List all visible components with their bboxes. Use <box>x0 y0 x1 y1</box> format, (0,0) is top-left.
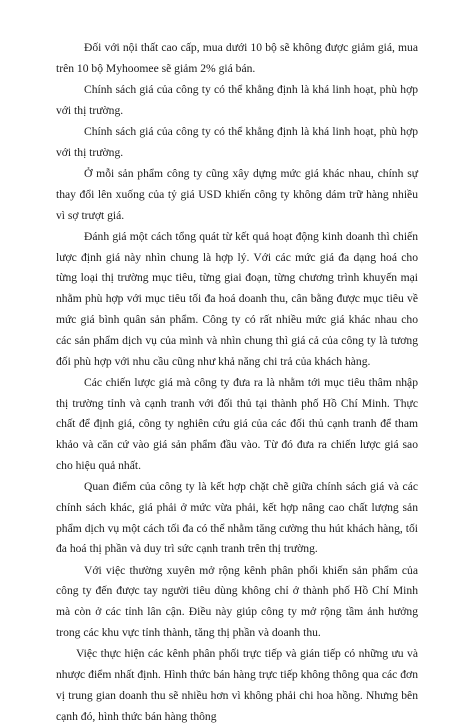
paragraph-furniture-discount: Đối với nội thất cao cấp, mua dưới 10 bộ sẽ không được giảm giá, mua trên 10 bộ Myhoomee sẽ giảm 2% giá bán. <box>56 41 418 75</box>
paragraph-distribution-expansion: Với việc thường xuyên mở rộng kênh phân phối khiến sản phẩm của công ty đến được tay người tiêu dùng không chỉ ở thành phố Hồ Chí Minh mà còn ở các tỉnh lân cận. Điều này giúp công ty mở rộng tầm ảnh hưởng trong các khu vực tỉnh thành, tăng thị phần và doanh thu. <box>56 563 418 640</box>
paragraph-pricing-policy: Chính sách giá của công ty có thể khẳng định là khá linh hoạt, phù hợp với thị trường. <box>56 82 418 117</box>
paragraph-usd-exchange-rate: Ở mỗi sản phẩm công ty cũng xây dựng mức giá khác nhau, chính sự thay đổi lên xuống của tỷ giá USD khiến công ty không dám trữ hàng nhiều vì sợ trượt giá. <box>56 166 418 222</box>
paragraph-distribution-channels: Việc thực hiện các kênh phân phối trực tiếp và gián tiếp có những ưu và nhược điểm nhất định. Hình thức bán hàng trực tiếp không thông qua các đơn vị trung gian doanh thu sẽ nhiều hơn vì không phải chi hoa hồng. Nhưng bên cạnh đó, hình thức bán hàng thông <box>56 647 418 723</box>
paragraph-pricing-strategy: Các chiến lược giá mà công ty đưa ra là nhằm tới mục tiêu thâm nhập thị trường tỉnh và cạnh tranh với đối thủ tại thành phố Hồ Chí Minh. Thực chất để định giá, công ty nghiên cứu giá của các đối thủ cạnh tranh để tham khảo và căn cứ vào giá sản phẩm đầu vào. Từ đó đưa ra chiến lược giá sao cho hiệu quả nhất. <box>56 375 418 472</box>
paragraph-pricing-evaluation: Đánh giá một cách tổng quát từ kết quả hoạt động kinh doanh thì chiến lược định giá này nhìn chung là hợp lý. Với các mức giá đa dạng hoá cho từng loại thị trường mục tiêu, từng giai đoạn, từng chương trình khuyến mại nhằm phù hợp với mục tiêu tối đa hoá doanh thu, cân bằng được mục tiêu về mức giá bình quân sản phẩm. Công ty có rất nhiều mức giá khác nhau cho các sản phẩm dịch vụ của mình và nhìn chung thì giá cả của công ty là tương đối phù hợp với nhu cầu cũng như khả năng chi trả của khách hàng. <box>56 229 418 368</box>
paragraph-pricing-policy-repeat: Chính sách giá của công ty có thể khẳng định là khá linh hoạt, phù hợp với thị trường. <box>56 124 418 159</box>
paragraph-company-viewpoint: Quan điểm của công ty là kết hợp chặt chẽ giữa chính sách giá và các chính sách khác, giá phải ở mức vừa phải, kết hợp nâng cao chất lượng sản phẩm dịch vụ một cách tối đa có thể nhằm tăng cường thu hút khách hàng, tối đa hoá thị phần và duy trì sức cạnh tranh trên thị trường. <box>56 480 418 556</box>
document-body <box>56 38 418 728</box>
